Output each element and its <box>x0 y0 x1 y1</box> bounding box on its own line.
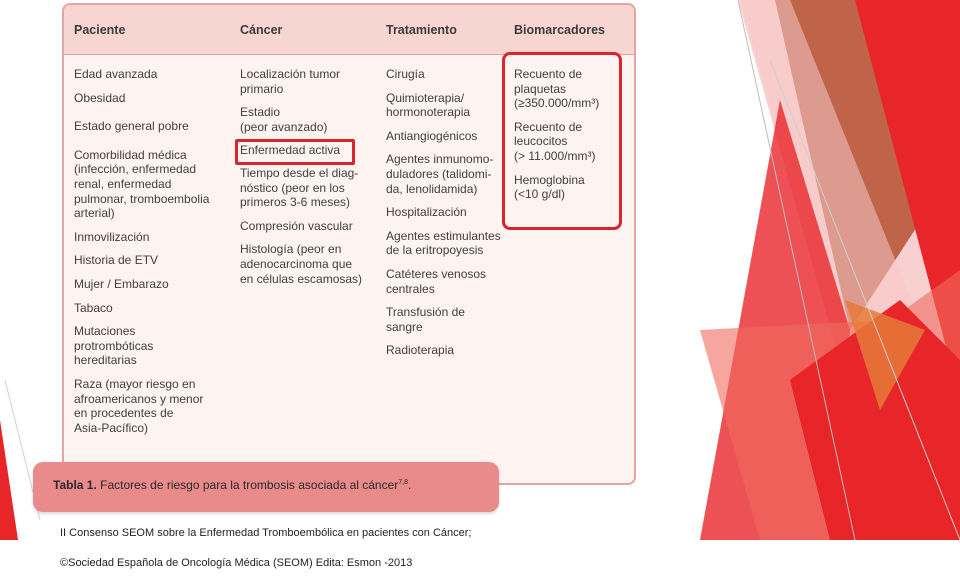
highlight-box-enfermedad-activa <box>235 139 355 165</box>
cell-tratamiento: Antiangiogénicos <box>386 128 478 143</box>
cell-tratamiento: Quimioterapia/ hormonoterapia <box>386 90 471 120</box>
highlight-box-biomarcadores <box>502 52 622 230</box>
caption-superscript: 7,8 <box>398 479 409 486</box>
header-paciente: Paciente <box>74 23 126 37</box>
cell-tratamiento: Agentes inmunomo- duladores (talidomi- da, lenolidamida) <box>386 152 494 196</box>
source-footer <box>60 511 472 586</box>
cell-biomarcador: Recuento de leucocitos (> 11.000/mm³) <box>514 119 596 163</box>
caption-label: Tabla 1. <box>53 478 97 492</box>
cell-tratamiento: Radioterapia <box>386 343 455 358</box>
cell-cancer-highlighted: Enfermedad activa <box>240 143 341 158</box>
cell-cancer: Localización tumor primario <box>240 67 341 96</box>
header-tratamiento: Tratamiento <box>386 23 457 37</box>
cell-paciente: Obesidad <box>74 90 126 105</box>
cell-tratamiento: Cirugía <box>386 67 425 81</box>
cell-tratamiento: Transfusión de sangre <box>386 305 465 334</box>
cell-paciente: Raza (mayor riesgo en afroamericanos y menor en procedentes de Asia-Pacífico) <box>74 376 204 435</box>
caption-end: . <box>408 478 412 492</box>
column-cancer <box>240 67 380 295</box>
cell-tratamiento: Catéteres venosos centrales <box>386 266 487 296</box>
cell-tratamiento: Hospitalización <box>386 205 467 220</box>
cell-paciente: Historia de ETV <box>74 253 159 268</box>
cell-cancer: Estadio (peor avanzado) <box>240 105 328 134</box>
column-tratamiento <box>386 67 510 367</box>
caption-text <box>53 478 411 492</box>
cell-cancer: Histología (peor en adenocarcinoma que en células escamosas) <box>240 242 363 286</box>
header-cancer: Cáncer <box>240 23 283 37</box>
cell-cancer: Tiempo desde el diag- nóstico (peor en los primeros 3-6 meses) <box>240 165 359 210</box>
footer-line-1: II Consenso SEOM sobre la Enfermedad Tromboembólica en pacientes con Cáncer; <box>60 527 472 539</box>
cell-tratamiento: Agentes estimulantes de la eritropoyesis <box>386 228 501 258</box>
caption-body: Factores de riesgo para la trombosis asociada al cáncer <box>96 478 399 492</box>
header-biomarcadores: Biomarcadores <box>514 23 606 37</box>
cell-paciente: Mutaciones protrombóticas hereditarias <box>74 324 154 368</box>
cell-paciente: Edad avanzada <box>74 67 158 81</box>
cell-biomarcador: Recuento de plaquetas (≥350.000/mm³) <box>514 67 600 111</box>
cell-biomarcador: Hemoglobina (<10 g/dl) <box>514 172 585 202</box>
cell-paciente: Inmovilización <box>74 229 150 244</box>
cell-paciente: Comorbilidad médica (infección, enfermedad renal, enfermedad pulmonar, tromboembolia arterial) <box>74 147 210 221</box>
table-caption <box>33 462 499 512</box>
cell-cancer: Compresión vascular <box>240 218 353 233</box>
cell-paciente: Estado general pobre <box>74 119 189 134</box>
column-paciente <box>74 67 234 444</box>
table-header <box>64 5 634 55</box>
cell-paciente: Mujer / Embarazo <box>74 276 169 291</box>
footer-line-2: ©Sociedad Española de Oncología Médica (SEOM) Edita: Esmon -2013 <box>60 557 413 569</box>
cell-paciente: Tabaco <box>74 300 113 315</box>
